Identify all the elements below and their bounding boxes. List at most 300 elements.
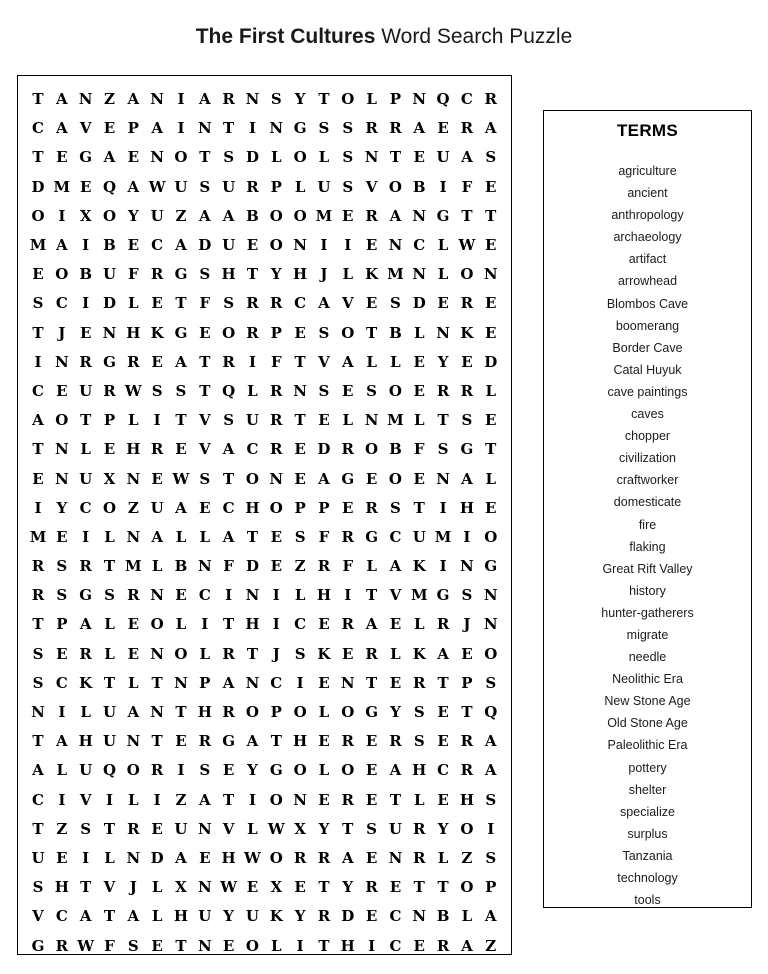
- grid-cell[interactable]: L: [56, 761, 68, 780]
- grid-cell[interactable]: E: [56, 527, 68, 546]
- grid-cell[interactable]: E: [56, 644, 68, 663]
- grid-cell[interactable]: U: [436, 148, 450, 167]
- grid-cell[interactable]: X: [294, 819, 306, 838]
- grid-cell[interactable]: R: [31, 557, 45, 576]
- grid-cell[interactable]: T: [151, 732, 163, 751]
- grid-cell[interactable]: E: [437, 732, 449, 751]
- grid-cell[interactable]: R: [317, 907, 331, 926]
- grid-cell[interactable]: E: [56, 848, 68, 867]
- grid-cell[interactable]: L: [342, 411, 354, 430]
- grid-cell[interactable]: V: [79, 119, 92, 138]
- grid-cell[interactable]: S: [80, 819, 92, 838]
- grid-cell[interactable]: L: [271, 148, 282, 167]
- grid-cell[interactable]: O: [293, 206, 307, 225]
- grid-cell[interactable]: S: [485, 673, 497, 692]
- grid-cell[interactable]: N: [364, 411, 379, 430]
- grid-cell[interactable]: P: [318, 498, 330, 517]
- grid-cell[interactable]: E: [485, 177, 497, 196]
- grid-cell[interactable]: T: [175, 411, 187, 430]
- grid-cell[interactable]: O: [174, 148, 188, 167]
- grid-cell[interactable]: C: [413, 236, 426, 255]
- grid-cell[interactable]: E: [389, 673, 402, 692]
- grid-cell[interactable]: N: [150, 90, 164, 109]
- grid-cell[interactable]: S: [461, 586, 473, 605]
- grid-cell[interactable]: T: [294, 352, 306, 371]
- grid-cell[interactable]: I: [177, 119, 185, 138]
- grid-cell[interactable]: P: [461, 673, 473, 692]
- grid-cell[interactable]: N: [269, 469, 284, 488]
- grid-cell[interactable]: E: [365, 848, 378, 867]
- grid-cell[interactable]: L: [437, 236, 449, 255]
- grid-cell[interactable]: U: [102, 703, 117, 722]
- grid-cell[interactable]: V: [365, 177, 378, 196]
- grid-cell[interactable]: H: [221, 848, 236, 867]
- grid-cell[interactable]: C: [246, 440, 259, 459]
- grid-cell[interactable]: W: [148, 177, 166, 196]
- grid-cell[interactable]: N: [126, 848, 141, 867]
- grid-cell[interactable]: O: [293, 148, 307, 167]
- grid-cell[interactable]: L: [199, 644, 211, 663]
- grid-cell[interactable]: A: [389, 761, 402, 780]
- grid-cell[interactable]: Q: [222, 381, 236, 400]
- grid-cell[interactable]: U: [245, 411, 259, 430]
- grid-cell[interactable]: C: [32, 119, 44, 138]
- grid-cell[interactable]: E: [365, 790, 378, 809]
- grid-cell[interactable]: L: [151, 557, 163, 576]
- grid-cell[interactable]: U: [150, 498, 164, 517]
- grid-cell[interactable]: J: [320, 265, 328, 284]
- grid-cell[interactable]: H: [78, 732, 93, 751]
- grid-cell[interactable]: Y: [342, 878, 354, 897]
- grid-cell[interactable]: A: [32, 411, 44, 430]
- grid-cell[interactable]: R: [270, 294, 283, 313]
- grid-cell[interactable]: Y: [127, 206, 139, 225]
- grid-cell[interactable]: V: [32, 907, 44, 926]
- grid-cell[interactable]: S: [199, 177, 211, 196]
- grid-cell[interactable]: R: [127, 819, 140, 838]
- grid-cell[interactable]: F: [342, 557, 354, 576]
- grid-cell[interactable]: S: [104, 586, 115, 605]
- grid-cell[interactable]: R: [484, 90, 497, 109]
- grid-cell[interactable]: T: [175, 703, 187, 722]
- grid-cell[interactable]: N: [197, 819, 212, 838]
- grid-cell[interactable]: T: [80, 411, 92, 430]
- grid-cell[interactable]: T: [366, 673, 378, 692]
- grid-cell[interactable]: R: [103, 381, 116, 400]
- grid-cell[interactable]: E: [199, 848, 211, 867]
- grid-cell[interactable]: R: [436, 615, 450, 634]
- grid-cell[interactable]: R: [79, 557, 92, 576]
- grid-cell[interactable]: R: [79, 644, 92, 663]
- grid-cell[interactable]: R: [341, 527, 354, 546]
- grid-cell[interactable]: L: [318, 761, 330, 780]
- grid-cell[interactable]: T: [32, 732, 44, 751]
- grid-cell[interactable]: G: [484, 557, 498, 576]
- grid-cell[interactable]: H: [245, 498, 260, 517]
- grid-cell[interactable]: D: [317, 440, 331, 459]
- grid-cell[interactable]: R: [150, 265, 164, 284]
- grid-cell[interactable]: T: [223, 119, 235, 138]
- grid-cell[interactable]: S: [485, 790, 497, 809]
- grid-cell[interactable]: E: [199, 323, 211, 342]
- grid-cell[interactable]: R: [460, 381, 474, 400]
- grid-cell[interactable]: E: [199, 498, 211, 517]
- grid-cell[interactable]: S: [199, 265, 211, 284]
- grid-cell[interactable]: F: [199, 294, 211, 313]
- grid-cell[interactable]: C: [79, 498, 92, 517]
- grid-cell[interactable]: S: [342, 177, 354, 196]
- grid-cell[interactable]: L: [151, 878, 163, 897]
- grid-cell[interactable]: N: [483, 615, 498, 634]
- grid-cell[interactable]: C: [198, 586, 211, 605]
- grid-cell[interactable]: J: [272, 644, 280, 663]
- grid-cell[interactable]: O: [484, 527, 498, 546]
- grid-cell[interactable]: P: [294, 498, 306, 517]
- grid-cell[interactable]: E: [127, 236, 140, 255]
- grid-cell[interactable]: E: [175, 732, 187, 751]
- grid-cell[interactable]: S: [366, 819, 378, 838]
- grid-cell[interactable]: N: [388, 236, 403, 255]
- grid-cell[interactable]: O: [222, 323, 236, 342]
- grid-cell[interactable]: N: [150, 586, 164, 605]
- grid-cell[interactable]: I: [439, 498, 447, 517]
- grid-cell[interactable]: M: [53, 177, 71, 196]
- grid-cell[interactable]: H: [293, 265, 308, 284]
- grid-cell[interactable]: Q: [436, 90, 450, 109]
- grid-cell[interactable]: V: [318, 352, 330, 371]
- grid-cell[interactable]: L: [413, 790, 425, 809]
- grid-cell[interactable]: L: [104, 615, 115, 634]
- grid-cell[interactable]: B: [389, 323, 402, 342]
- grid-cell[interactable]: E: [365, 761, 378, 780]
- grid-cell[interactable]: I: [82, 294, 90, 313]
- grid-cell[interactable]: U: [388, 819, 402, 838]
- grid-cell[interactable]: Y: [56, 498, 68, 517]
- grid-cell[interactable]: C: [32, 790, 44, 809]
- grid-cell[interactable]: O: [388, 469, 402, 488]
- grid-cell[interactable]: N: [269, 119, 284, 138]
- grid-cell[interactable]: T: [318, 878, 330, 897]
- grid-cell[interactable]: U: [79, 761, 93, 780]
- grid-cell[interactable]: Y: [390, 703, 401, 722]
- grid-cell[interactable]: E: [485, 411, 497, 430]
- grid-cell[interactable]: C: [32, 381, 44, 400]
- grid-cell[interactable]: I: [344, 586, 352, 605]
- grid-cell[interactable]: C: [437, 761, 450, 780]
- grid-cell[interactable]: N: [388, 848, 403, 867]
- grid-cell[interactable]: Y: [437, 819, 449, 838]
- grid-cell[interactable]: A: [484, 907, 497, 926]
- grid-cell[interactable]: H: [293, 732, 308, 751]
- grid-cell[interactable]: I: [153, 790, 161, 809]
- grid-cell[interactable]: E: [342, 498, 354, 517]
- grid-cell[interactable]: E: [413, 469, 425, 488]
- grid-cell[interactable]: R: [365, 644, 378, 663]
- grid-cell[interactable]: Z: [56, 819, 68, 838]
- grid-cell[interactable]: H: [126, 440, 141, 459]
- grid-cell[interactable]: E: [318, 790, 330, 809]
- grid-cell[interactable]: N: [460, 557, 474, 576]
- grid-cell[interactable]: Y: [270, 265, 282, 284]
- grid-cell[interactable]: R: [460, 732, 474, 751]
- grid-cell[interactable]: S: [32, 294, 44, 313]
- grid-cell[interactable]: W: [244, 848, 261, 867]
- grid-cell[interactable]: O: [269, 498, 283, 517]
- grid-cell[interactable]: E: [32, 469, 44, 488]
- grid-cell[interactable]: B: [103, 236, 116, 255]
- grid-cell[interactable]: N: [126, 527, 141, 546]
- grid-cell[interactable]: E: [389, 878, 402, 897]
- grid-cell[interactable]: H: [54, 878, 69, 897]
- grid-cell[interactable]: G: [31, 936, 45, 955]
- grid-cell[interactable]: Y: [247, 761, 258, 780]
- grid-cell[interactable]: R: [222, 90, 235, 109]
- grid-cell[interactable]: F: [413, 440, 425, 459]
- grid-cell[interactable]: T: [246, 527, 259, 546]
- grid-cell[interactable]: G: [365, 703, 378, 722]
- grid-cell[interactable]: E: [413, 381, 425, 400]
- grid-cell[interactable]: A: [198, 206, 211, 225]
- grid-cell[interactable]: T: [103, 819, 116, 838]
- grid-cell[interactable]: R: [341, 732, 354, 751]
- grid-cell[interactable]: N: [197, 119, 212, 138]
- grid-cell[interactable]: S: [294, 527, 306, 546]
- grid-cell[interactable]: A: [484, 732, 497, 751]
- grid-cell[interactable]: E: [413, 352, 425, 371]
- grid-cell[interactable]: T: [80, 878, 92, 897]
- grid-cell[interactable]: R: [270, 411, 283, 430]
- grid-cell[interactable]: S: [223, 148, 235, 167]
- grid-cell[interactable]: I: [58, 790, 66, 809]
- grid-cell[interactable]: T: [32, 148, 44, 167]
- grid-cell[interactable]: I: [153, 411, 161, 430]
- grid-cell[interactable]: M: [387, 411, 404, 430]
- grid-cell[interactable]: R: [460, 761, 474, 780]
- grid-cell[interactable]: A: [56, 236, 68, 255]
- grid-cell[interactable]: N: [54, 440, 69, 459]
- grid-cell[interactable]: Q: [484, 703, 498, 722]
- grid-cell[interactable]: N: [126, 732, 141, 751]
- grid-cell[interactable]: A: [175, 236, 187, 255]
- grid-cell[interactable]: K: [317, 644, 331, 663]
- grid-cell[interactable]: L: [294, 177, 306, 196]
- grid-cell[interactable]: C: [151, 236, 164, 255]
- grid-cell[interactable]: I: [34, 352, 42, 371]
- grid-cell[interactable]: B: [79, 265, 92, 284]
- grid-cell[interactable]: A: [222, 206, 235, 225]
- grid-cell[interactable]: R: [150, 761, 164, 780]
- grid-cell[interactable]: R: [460, 119, 474, 138]
- grid-cell[interactable]: T: [32, 90, 44, 109]
- grid-cell[interactable]: R: [246, 323, 259, 342]
- grid-cell[interactable]: K: [412, 557, 426, 576]
- grid-cell[interactable]: D: [484, 352, 498, 371]
- grid-cell[interactable]: O: [388, 177, 402, 196]
- grid-cell[interactable]: T: [437, 878, 449, 897]
- grid-cell[interactable]: O: [102, 206, 117, 225]
- grid-cell[interactable]: A: [222, 673, 235, 692]
- grid-cell[interactable]: M: [125, 557, 142, 576]
- grid-cell[interactable]: N: [54, 352, 69, 371]
- grid-cell[interactable]: N: [78, 90, 93, 109]
- grid-cell[interactable]: P: [270, 703, 282, 722]
- grid-cell[interactable]: D: [150, 848, 164, 867]
- grid-cell[interactable]: C: [389, 527, 402, 546]
- grid-cell[interactable]: L: [413, 411, 425, 430]
- grid-cell[interactable]: T: [199, 381, 211, 400]
- grid-cell[interactable]: C: [270, 673, 283, 692]
- grid-cell[interactable]: R: [389, 119, 402, 138]
- grid-cell[interactable]: W: [172, 469, 190, 488]
- grid-cell[interactable]: E: [175, 586, 187, 605]
- grid-cell[interactable]: Q: [102, 761, 117, 780]
- grid-cell[interactable]: G: [460, 440, 474, 459]
- grid-cell[interactable]: N: [412, 265, 427, 284]
- grid-cell[interactable]: S: [32, 644, 44, 663]
- grid-cell[interactable]: L: [390, 352, 401, 371]
- grid-cell[interactable]: A: [413, 119, 426, 138]
- grid-cell[interactable]: E: [342, 381, 354, 400]
- grid-cell[interactable]: S: [318, 323, 330, 342]
- grid-cell[interactable]: A: [127, 90, 140, 109]
- grid-cell[interactable]: X: [270, 878, 283, 897]
- grid-cell[interactable]: O: [341, 761, 355, 780]
- grid-cell[interactable]: C: [55, 294, 68, 313]
- grid-cell[interactable]: O: [388, 381, 402, 400]
- grid-cell[interactable]: H: [173, 907, 189, 926]
- grid-cell[interactable]: L: [366, 90, 377, 109]
- grid-cell[interactable]: O: [293, 761, 307, 780]
- grid-cell[interactable]: I: [58, 703, 66, 722]
- grid-cell[interactable]: N: [102, 323, 117, 342]
- grid-cell[interactable]: P: [199, 673, 211, 692]
- grid-cell[interactable]: E: [151, 352, 163, 371]
- grid-cell[interactable]: H: [459, 498, 474, 517]
- grid-cell[interactable]: E: [437, 703, 449, 722]
- grid-cell[interactable]: S: [32, 673, 44, 692]
- grid-cell[interactable]: T: [389, 790, 401, 809]
- grid-cell[interactable]: E: [246, 236, 259, 255]
- grid-cell[interactable]: D: [412, 294, 426, 313]
- grid-cell[interactable]: K: [269, 907, 283, 926]
- grid-cell[interactable]: P: [56, 615, 68, 634]
- grid-cell[interactable]: E: [151, 469, 163, 488]
- grid-cell[interactable]: E: [485, 498, 497, 517]
- grid-cell[interactable]: A: [484, 119, 497, 138]
- grid-cell[interactable]: F: [318, 527, 330, 546]
- grid-cell[interactable]: U: [150, 206, 164, 225]
- grid-cell[interactable]: E: [342, 206, 354, 225]
- grid-cell[interactable]: E: [485, 236, 497, 255]
- grid-cell[interactable]: E: [222, 936, 235, 955]
- grid-cell[interactable]: O: [102, 498, 117, 517]
- grid-cell[interactable]: I: [82, 236, 90, 255]
- grid-cell[interactable]: L: [318, 703, 330, 722]
- grid-cell[interactable]: V: [222, 819, 235, 838]
- grid-cell[interactable]: S: [175, 381, 187, 400]
- grid-cell[interactable]: E: [365, 294, 378, 313]
- grid-cell[interactable]: G: [174, 323, 188, 342]
- grid-cell[interactable]: H: [459, 790, 474, 809]
- grid-cell[interactable]: H: [340, 936, 355, 955]
- grid-cell[interactable]: E: [365, 732, 378, 751]
- grid-cell[interactable]: T: [389, 148, 401, 167]
- grid-cell[interactable]: E: [318, 732, 330, 751]
- grid-cell[interactable]: O: [174, 644, 188, 663]
- grid-cell[interactable]: T: [199, 352, 211, 371]
- grid-cell[interactable]: U: [174, 177, 188, 196]
- grid-cell[interactable]: A: [175, 848, 187, 867]
- grid-cell[interactable]: B: [246, 206, 259, 225]
- grid-cell[interactable]: I: [225, 586, 233, 605]
- grid-cell[interactable]: N: [483, 586, 498, 605]
- grid-cell[interactable]: S: [413, 703, 425, 722]
- grid-cell[interactable]: J: [129, 878, 137, 897]
- grid-cell[interactable]: L: [175, 527, 187, 546]
- grid-cell[interactable]: P: [103, 411, 116, 430]
- grid-cell[interactable]: O: [341, 323, 355, 342]
- grid-cell[interactable]: T: [175, 936, 187, 955]
- grid-cell[interactable]: N: [412, 206, 427, 225]
- grid-cell[interactable]: S: [223, 294, 235, 313]
- grid-cell[interactable]: I: [272, 586, 280, 605]
- grid-cell[interactable]: L: [413, 615, 425, 634]
- grid-cell[interactable]: N: [174, 673, 188, 692]
- grid-cell[interactable]: T: [223, 790, 235, 809]
- grid-cell[interactable]: E: [294, 440, 306, 459]
- grid-cell[interactable]: I: [368, 936, 376, 955]
- grid-cell[interactable]: L: [80, 440, 91, 459]
- grid-cell[interactable]: W: [124, 381, 142, 400]
- grid-cell[interactable]: E: [127, 644, 140, 663]
- grid-cell[interactable]: B: [389, 440, 402, 459]
- grid-cell[interactable]: E: [127, 148, 140, 167]
- grid-cell[interactable]: T: [366, 586, 378, 605]
- grid-cell[interactable]: I: [463, 527, 471, 546]
- grid-cell[interactable]: R: [460, 294, 474, 313]
- grid-cell[interactable]: R: [317, 557, 331, 576]
- grid-cell[interactable]: R: [246, 294, 259, 313]
- grid-cell[interactable]: A: [151, 527, 163, 546]
- grid-cell[interactable]: F: [127, 265, 139, 284]
- grid-cell[interactable]: E: [485, 294, 497, 313]
- grid-cell[interactable]: A: [127, 907, 140, 926]
- grid-cell[interactable]: Z: [104, 90, 115, 109]
- grid-cell[interactable]: I: [296, 673, 304, 692]
- grid-cell[interactable]: A: [222, 440, 235, 459]
- grid-cell[interactable]: M: [387, 265, 404, 284]
- grid-cell[interactable]: K: [460, 323, 474, 342]
- grid-cell[interactable]: H: [245, 615, 260, 634]
- grid-cell[interactable]: E: [437, 790, 449, 809]
- grid-cell[interactable]: X: [175, 878, 187, 897]
- grid-cell[interactable]: N: [293, 236, 307, 255]
- grid-cell[interactable]: E: [294, 878, 306, 897]
- grid-cell[interactable]: L: [247, 381, 258, 400]
- grid-cell[interactable]: O: [341, 703, 355, 722]
- grid-cell[interactable]: L: [128, 790, 139, 809]
- grid-cell[interactable]: U: [245, 907, 259, 926]
- grid-cell[interactable]: N: [197, 936, 212, 955]
- grid-cell[interactable]: L: [128, 673, 139, 692]
- grid-cell[interactable]: R: [365, 206, 378, 225]
- grid-cell[interactable]: N: [293, 790, 307, 809]
- grid-cell[interactable]: L: [199, 527, 211, 546]
- grid-cell[interactable]: I: [82, 527, 90, 546]
- grid-cell[interactable]: R: [365, 878, 378, 897]
- grid-cell[interactable]: R: [55, 936, 69, 955]
- grid-cell[interactable]: C: [460, 90, 473, 109]
